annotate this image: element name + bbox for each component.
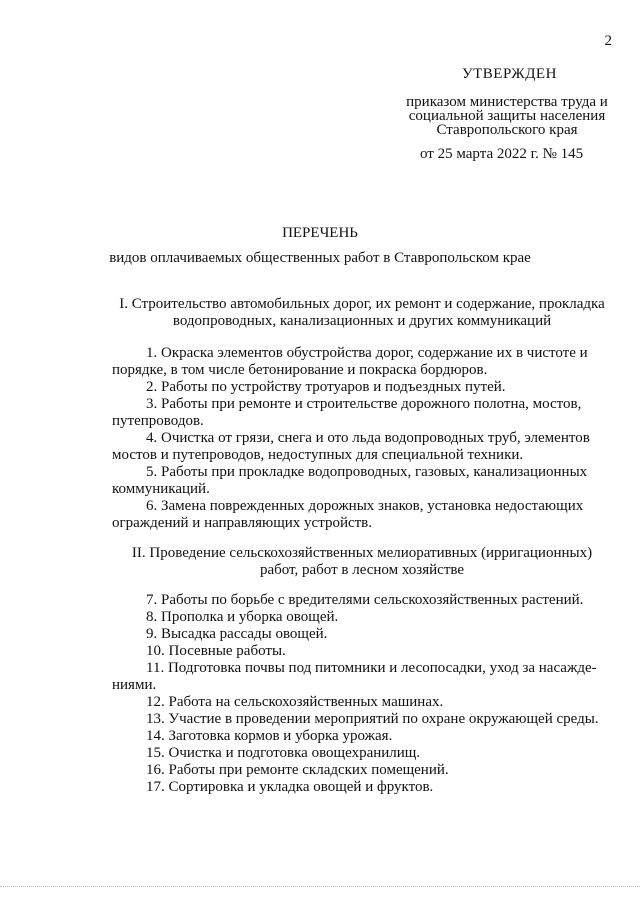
section-heading: [112, 296, 612, 330]
list-item: [112, 498, 612, 532]
list-item-text: 13. Участие в проведении мероприятий по охране окружающей среды.: [146, 711, 599, 727]
document-subtitle: видов оплачиваемых общественных работ в Ставропольском крае: [109, 250, 531, 266]
document-title: ПЕРЕЧЕНЬ: [282, 225, 358, 241]
list-item: [112, 345, 612, 379]
section-heading-line: II. Проведение сельскохозяйственных мелиоративных (ирригационных): [131, 545, 593, 561]
list-item-text: 15. Очистка и подготовка овощехранилищ.: [146, 745, 421, 761]
approval-date: от 25 марта 2022 г. № 145: [420, 146, 584, 162]
list-item-text: 3. Работы при ремонте и строительстве дорожного полотна, мостов,: [146, 396, 582, 412]
list-item-text: ограждений и направляющих устройств.: [112, 515, 373, 531]
approval-line: социальной защиты населения: [408, 108, 606, 124]
section-heading: [112, 545, 612, 579]
list-item: [112, 728, 612, 745]
list-item-text: 11. Подготовка почвы под питомники и лесопосадки, уход за насажде-: [146, 660, 597, 676]
list-item: [112, 626, 612, 643]
list-item: [112, 379, 612, 396]
page-number: 2: [604, 33, 612, 49]
list-item: [112, 464, 612, 498]
list-item: [112, 396, 612, 430]
list-item: [112, 660, 612, 694]
list-item-text: 7. Работы по борьбе с вредителями сельскохозяйственных растений.: [146, 592, 584, 608]
section-heading-line: I. Строительство автомобильных дорог, их ремонт и содержание, прокладка: [119, 296, 605, 312]
list-item: [112, 609, 612, 626]
list-item-text: мостов и путепроводов, недоступных для специальной техники.: [112, 447, 524, 463]
list-item-text: ниями.: [112, 677, 157, 693]
list-item-text: 8. Прополка и уборка овощей.: [146, 609, 339, 625]
approved-heading: УТВЕРЖДЕН: [462, 66, 557, 82]
list-item: [112, 762, 612, 779]
list-item: [112, 643, 612, 660]
list-item-text: 10. Посевные работы.: [146, 643, 286, 659]
list-item: [112, 592, 612, 609]
list-item: [112, 745, 612, 762]
list-item: [112, 779, 612, 796]
list-item-text: 4. Очистка от грязи, снега и ото льда водопроводных труб, элементов: [146, 430, 590, 446]
list-item-text: 17. Сортировка и укладка овощей и фруктов.: [146, 779, 434, 795]
list-item-text: 14. Заготовка кормов и уборка урожая.: [146, 728, 393, 744]
list-item-text: 2. Работы по устройству тротуаров и подъездных путей.: [146, 379, 506, 395]
list-item-text: 1. Окраска элементов обустройства дорог, содержание их в чистоте и: [146, 345, 588, 361]
list-item-text: 12. Работа на сельскохозяйственных машинах.: [146, 694, 444, 710]
list-item-text: путепроводов.: [112, 413, 204, 429]
list-item: [112, 711, 612, 728]
approval-line: приказом министерства труда и: [406, 94, 608, 110]
section-heading-line: водопроводных, канализационных и других коммуникаций: [172, 313, 552, 329]
list-item-text: 9. Высадка рассады овощей.: [146, 626, 328, 642]
list-item-text: 5. Работы при прокладке водопроводных, газовых, канализационных: [146, 464, 588, 480]
list-item-text: коммуникаций.: [112, 481, 210, 497]
list-item: [112, 694, 612, 711]
page-edge-divider: [0, 886, 640, 887]
list-item-text: 6. Замена поврежденных дорожных знаков, установка недостающих: [146, 498, 584, 514]
list-item-text: порядке, в том числе бетонирование и покраска бордюров.: [112, 362, 488, 378]
approval-line: Ставропольского края: [436, 122, 578, 138]
section-heading-line: работ, работ в лесном хозяйстве: [259, 562, 465, 578]
list-item-text: 16. Работы при ремонте складских помещений.: [146, 762, 449, 778]
list-item: [112, 430, 612, 464]
